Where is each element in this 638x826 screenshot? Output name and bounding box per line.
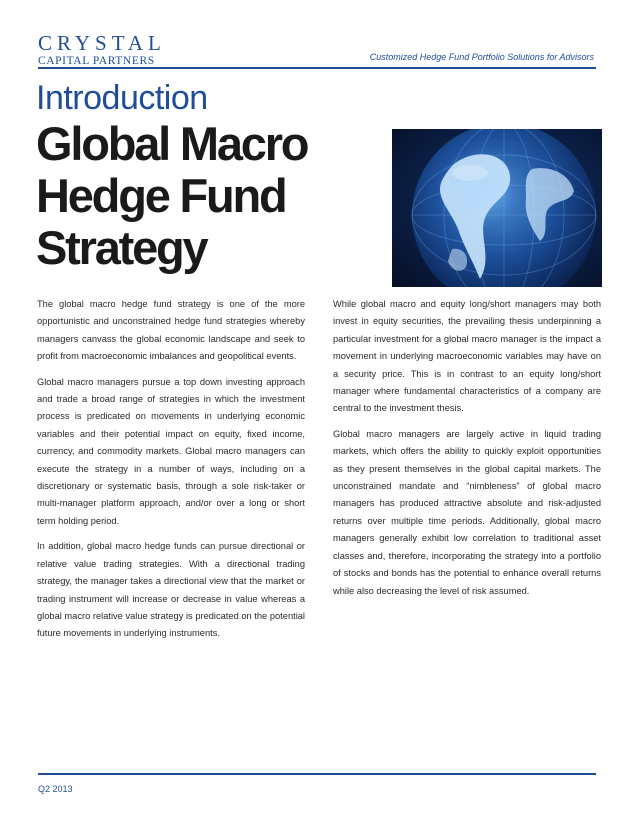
- footer-date: Q2 2013: [38, 784, 73, 794]
- globe-image: [392, 129, 602, 287]
- paragraph: The global macro hedge fund strategy is one of the more opportunistic and unconstrained hedge fund strategies whereby managers canvass the global economic landscape and seek to profit from macroeconomic imbalances and geopolitical events.: [37, 299, 305, 362]
- logo-subtitle: CAPITAL PARTNERS: [38, 55, 155, 67]
- paragraph: Global macro managers are largely active in liquid trading markets, which offers the ability to quickly exploit opportunities as they present themselves in the global capital markets. The unconstrained mandate and “nimbleness” of global macro managers has produced attractive absolute and risk-adjusted returns over multiple time periods. Additionally, global macro managers generally exhibit low correlation to traditional asset classes and, therefore, incorporating the strategy into a portfolio of stocks and bonds has the potential to enhance overall returns while also decreasing the level of risk assumed.: [333, 428, 601, 596]
- header-divider: [38, 67, 596, 69]
- footer-divider: [38, 773, 596, 775]
- body-column-left: [37, 296, 305, 651]
- title-line-1: Global Macro: [36, 117, 308, 170]
- paragraph: Global macro managers pursue a top down investing approach and trade a broad range of strategies in which the investment process is predicated on movements in underlying economic variables and their potential impact on equity, fixed income, currency, and commodity markets. Global macro managers can execute the strategy in a number of ways, including on a discretionary or systematic basis, through a sole risk-taker or multi-manager platform approach, and/or over a long or short term holding period.: [37, 376, 305, 526]
- title-line-2: Hedge Fund: [36, 169, 286, 222]
- paragraph: In addition, global macro hedge funds can pursue directional or relative value trading strategies. With a directional trading strategy, the manager takes a directional view that the market or trading instrument will increase or decrease in value whereas a global macro relative value strategy is predicated on the potential future movements in underlying instruments.: [37, 541, 305, 639]
- paragraph: While global macro and equity long/short managers may both invest in equity securities, the prevailing thesis underpinning a particular investment for a global macro manager is the impact a movement in underlying macroeconomic variables may have on a security price. This is in contrast to an equity long/short manager where fundamental characteristics of a company are central to the investment thesis.: [333, 299, 601, 414]
- page-title: [36, 118, 376, 274]
- body-column-right: [333, 296, 601, 608]
- title-line-3: Strategy: [36, 221, 207, 274]
- section-label: Introduction: [36, 79, 208, 117]
- company-logo: [38, 32, 166, 68]
- header-tagline: Customized Hedge Fund Portfolio Solutions for Advisors: [369, 52, 594, 62]
- logo-name: CRYSTAL: [38, 31, 166, 55]
